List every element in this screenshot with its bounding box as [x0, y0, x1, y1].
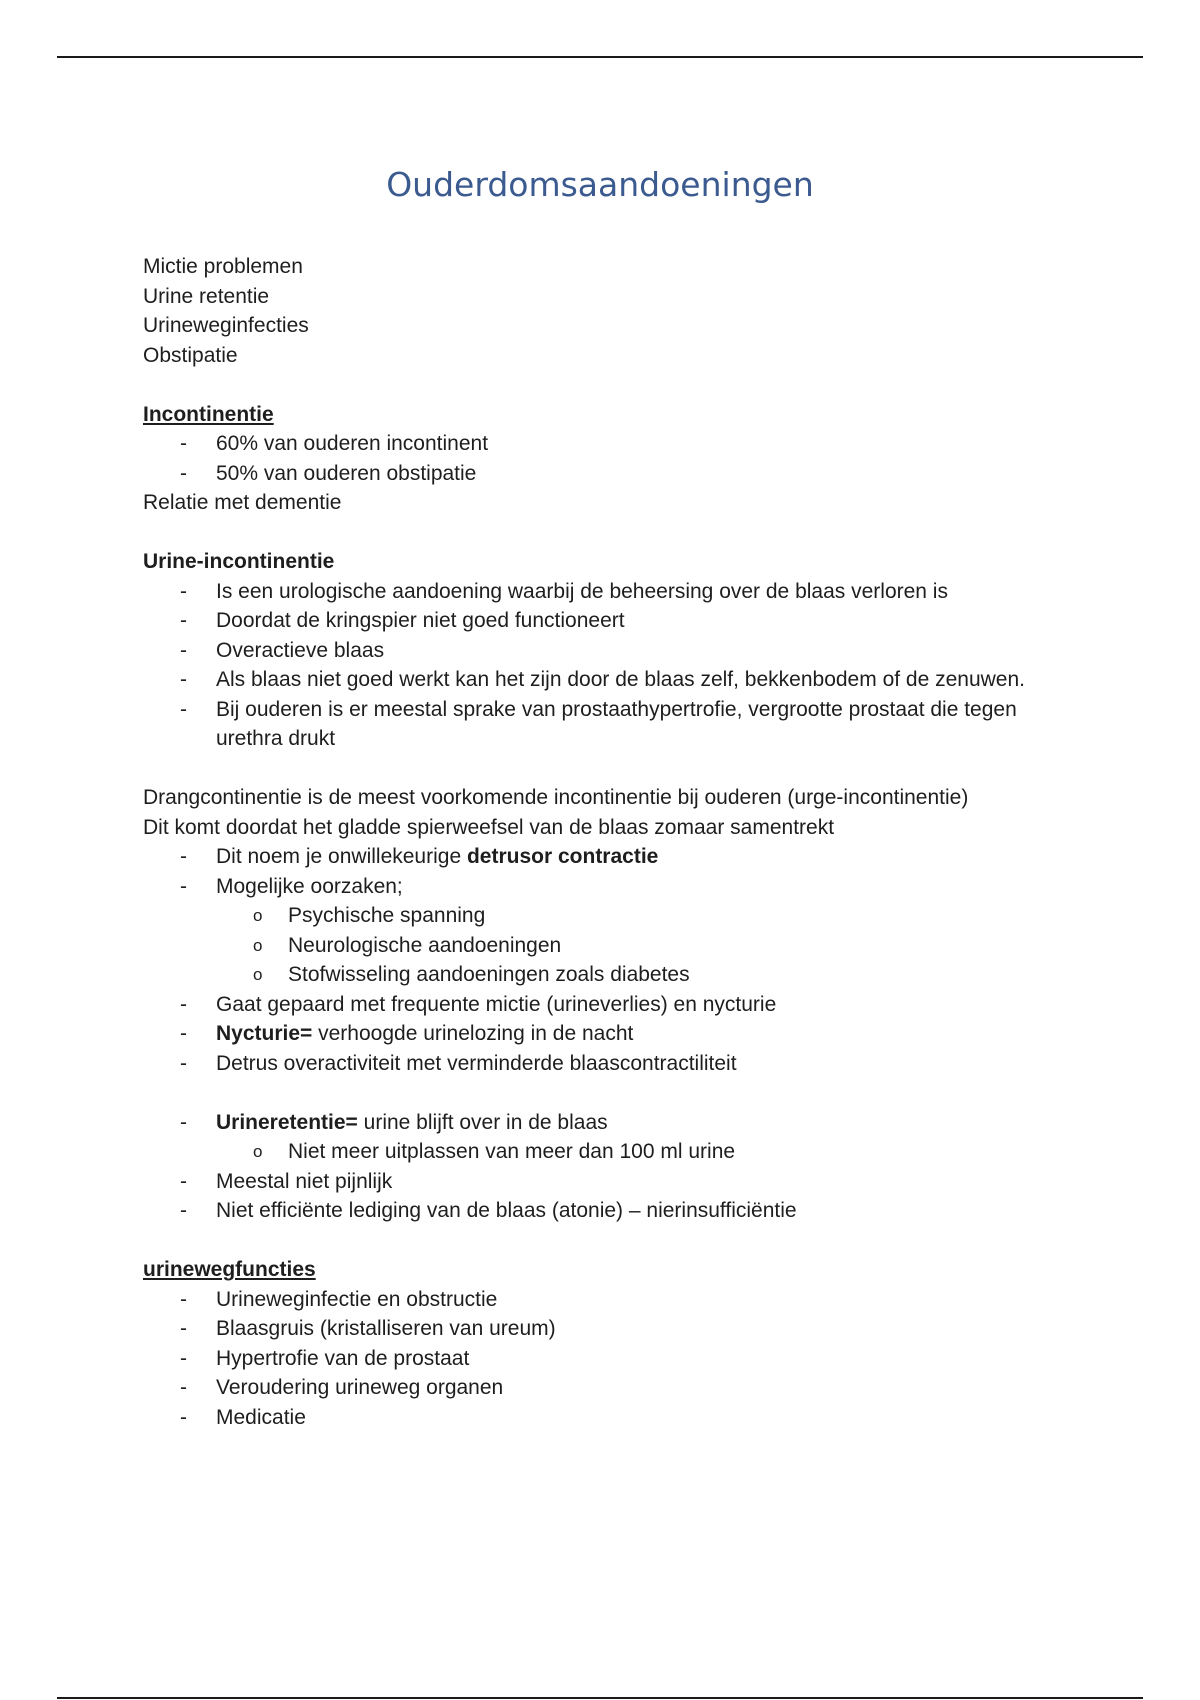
paragraph: Drangcontinentie is de meest voorkomende incontinentie bij ouderen (urge-incontinentie) [143, 786, 969, 809]
page-title: Ouderdomsaandoeningen [386, 165, 814, 204]
bullet-list [143, 1108, 1043, 1226]
list-item: - Overactieve blaas [180, 638, 385, 662]
list-item: - Als blaas niet goed werkt kan het zijn door de blaas zelf, bekkenbodem of de zenuwen. [180, 668, 1026, 691]
list-item: - Is een urologische aandoening waarbij de beheersing over de blaas verloren is [180, 579, 948, 603]
paragraph: Dit komt doordat het gladde spierweefsel van de blaas zomaar samentrekt [143, 815, 835, 839]
list-item: - Niet efficiënte lediging van de blaas (atonie) – nierinsufficiëntie [180, 1199, 797, 1222]
intro-line: Urine retentie [143, 284, 270, 308]
bullet-list [143, 842, 1043, 1078]
list-item: - Mogelijke oorzaken; [180, 874, 403, 898]
sub-list-item: o Neurologische aandoeningen [253, 933, 562, 957]
sub-list-item: o Psychische spanning [253, 904, 486, 927]
list-item: - Doordat de kringspier niet goed functioneert [180, 609, 625, 632]
list-item: - 60% van ouderen incontinent [180, 432, 489, 455]
intro-line: Obstipatie [143, 343, 238, 367]
list-item: - Bij ouderen is er meestal sprake van prostaathypertrofie, vergrootte prostaat die tegen urethra drukt [180, 697, 1017, 750]
list-item: - Medicatie [180, 1405, 306, 1429]
list-item: - Nycturie= verhoogde urinelozing in de nacht [180, 1022, 634, 1045]
list-item: - Meestal niet pijnlijk [180, 1169, 393, 1193]
bullet-list [143, 577, 1043, 754]
section-heading-urinewegfuncties: urinewegfuncties [143, 1258, 316, 1281]
section-heading-incontinentie: Incontinentie [143, 402, 274, 426]
list-item: - Urineweginfectie en obstructie [180, 1287, 498, 1311]
intro-line: Urineweginfecties [143, 314, 309, 337]
list-item: - Hypertrofie van de prostaat [180, 1346, 470, 1370]
paragraph: Relatie met dementie [143, 491, 342, 514]
footer-rule [57, 1697, 1143, 1699]
header-rule [57, 56, 1143, 58]
sub-list-item: o Niet meer uitplassen van meer dan 100 ml urine [253, 1140, 736, 1163]
list-item: - Blaasgruis (kristalliseren van ureum) [180, 1317, 556, 1340]
list-item: - Urineretentie= urine blijft over in de blaas [180, 1110, 608, 1134]
bullet-list [143, 1285, 1043, 1433]
bullet-list [143, 429, 1043, 488]
list-item: - 50% van ouderen obstipatie [180, 461, 477, 485]
list-item: - Veroudering urineweg organen [180, 1376, 504, 1399]
sub-list-item: o Stofwisseling aandoeningen zoals diabetes [253, 963, 690, 986]
section-heading-urine-incontinentie: Urine-incontinentie [143, 550, 335, 573]
list-item: - Detrus overactiviteit met verminderde blaascontractiliteit [180, 1051, 737, 1075]
intro-line: Mictie problemen [143, 255, 303, 278]
list-item: - Dit noem je onwillekeurige detrusor contractie [180, 845, 659, 868]
document-body [143, 252, 1043, 1432]
list-item: - Gaat gepaard met frequente mictie (urineverlies) en nycturie [180, 992, 777, 1016]
